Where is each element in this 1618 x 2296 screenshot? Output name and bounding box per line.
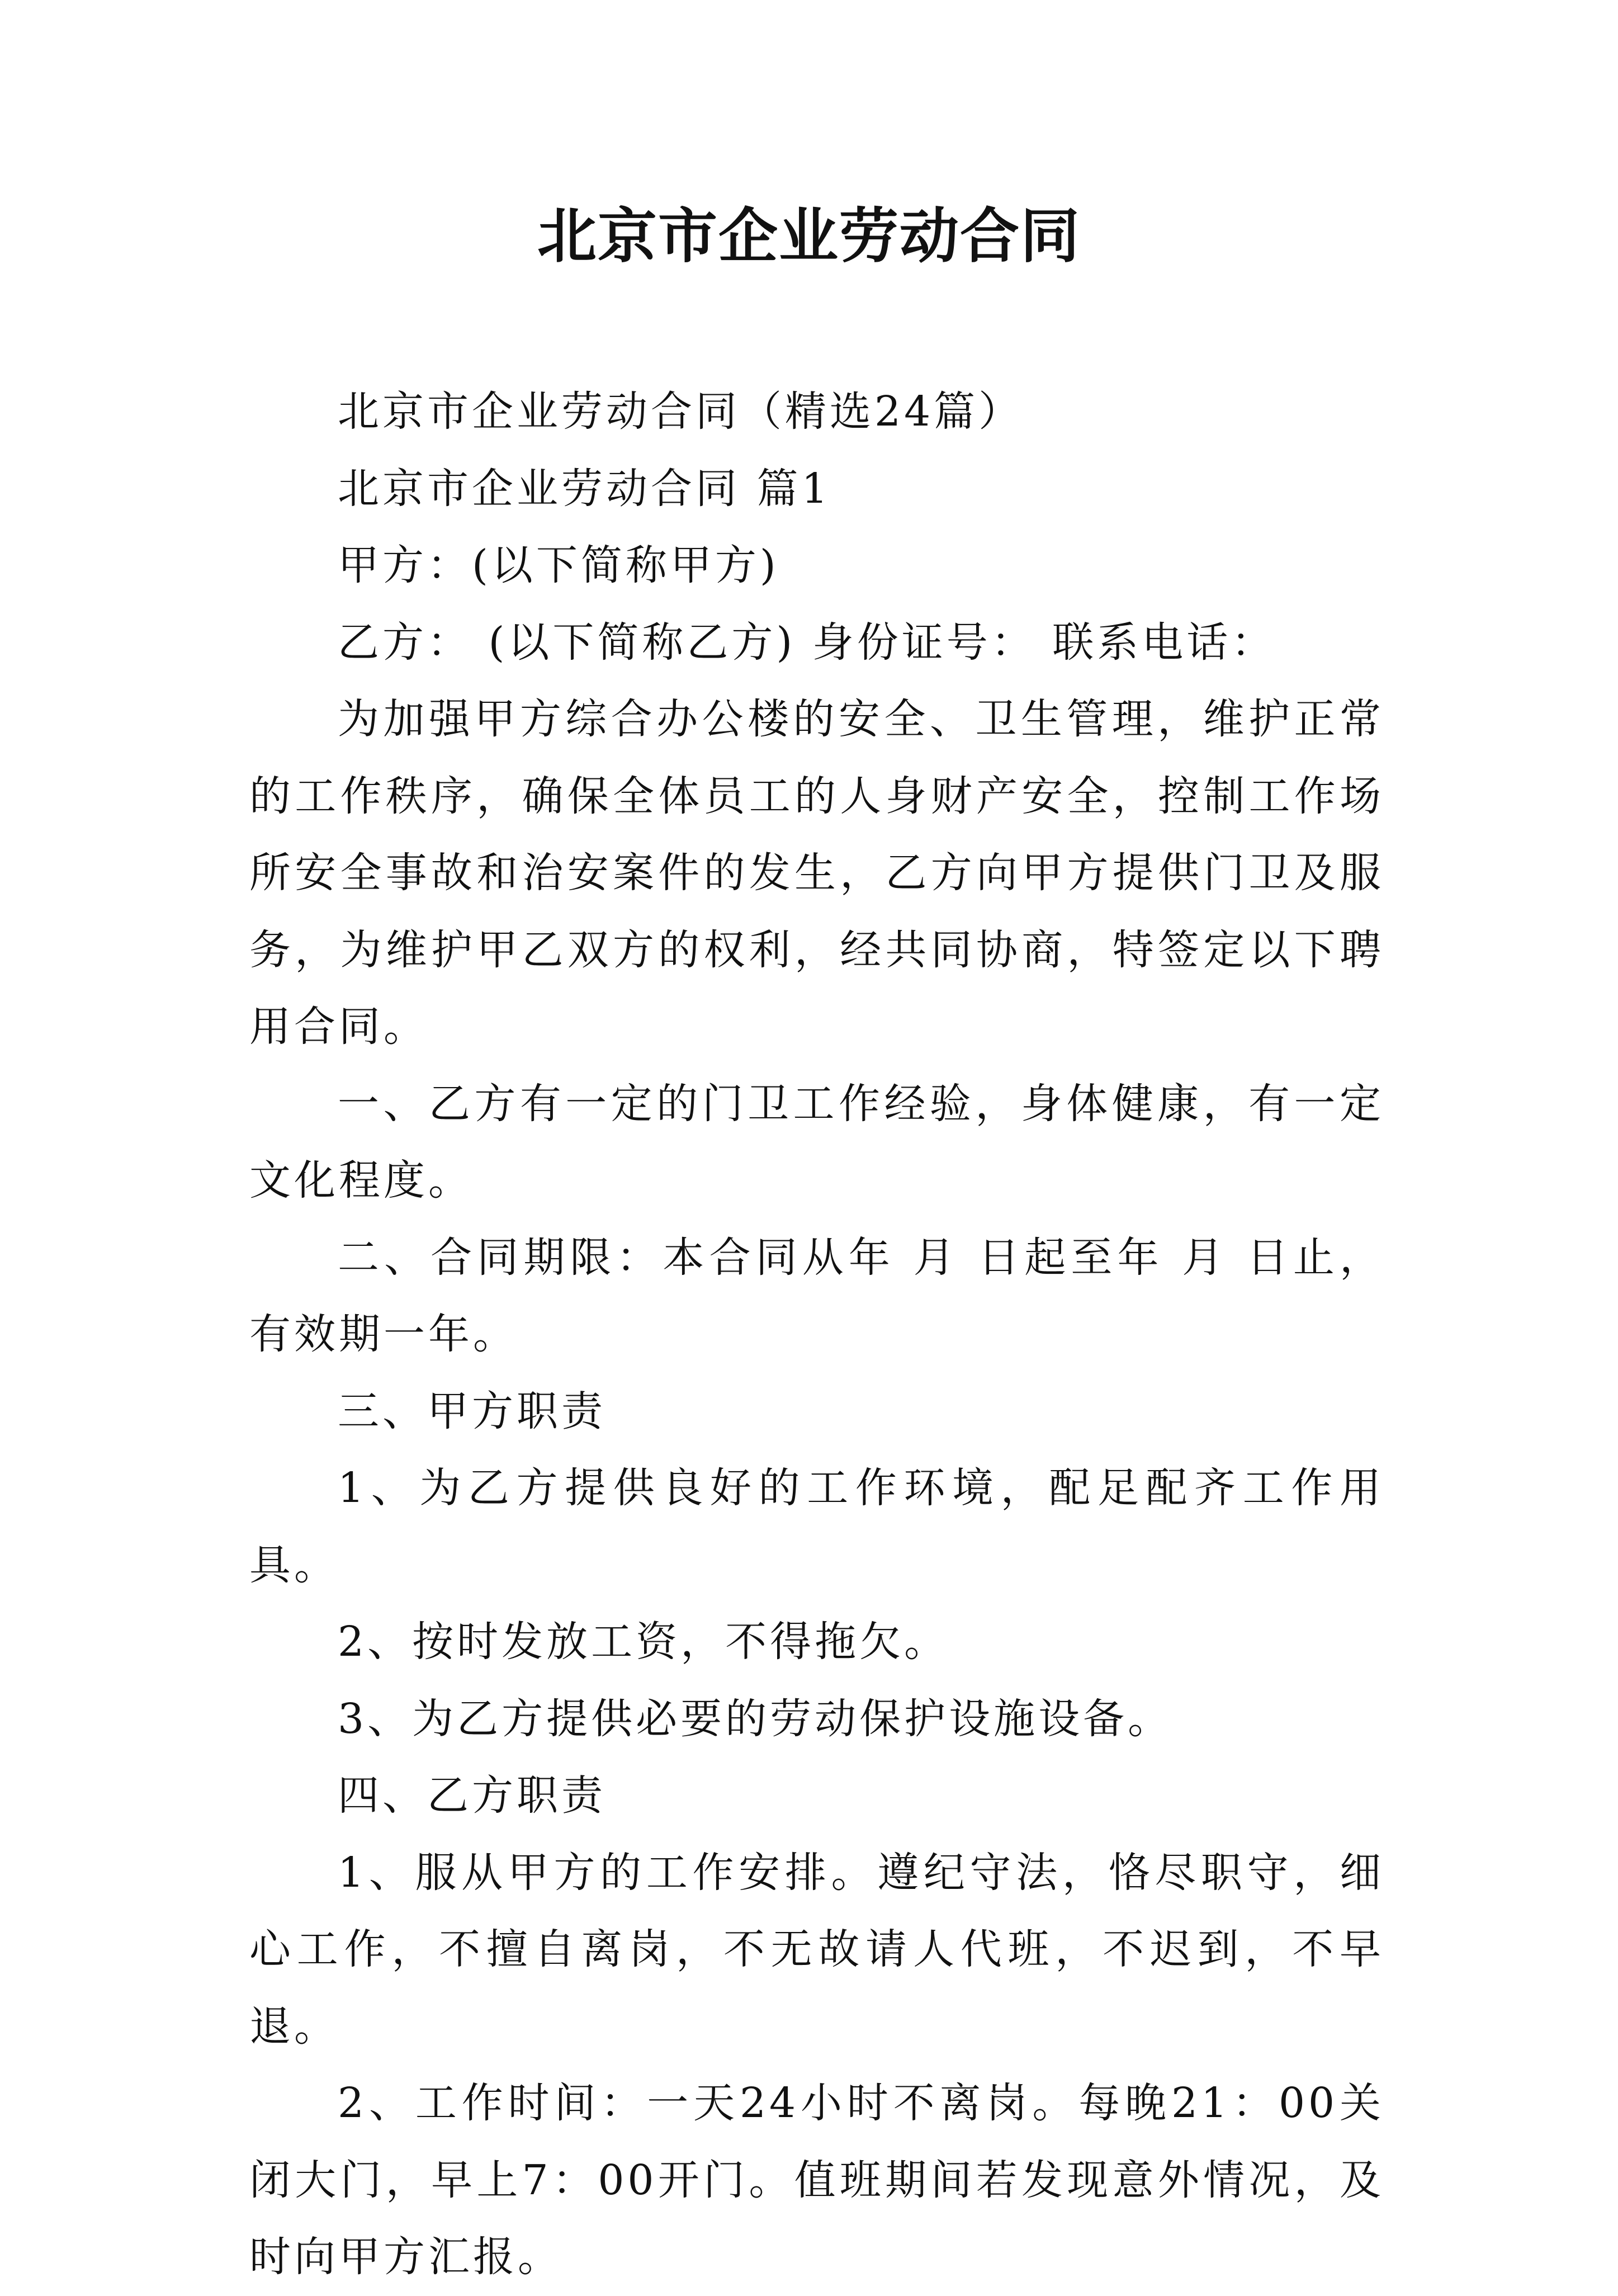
paragraph-party-a: 甲方：(以下简称甲方) — [338, 541, 779, 589]
paragraph-section-heading: 北京市企业劳动合同 篇1 — [338, 464, 831, 513]
paragraph-clause-3-item-2: 2、按时发放工资，不得拖欠。 — [338, 1618, 949, 1666]
paragraph-clause-3-item-1: 1、为乙方提供良好的工作环境，配足配齐工作用具。 — [249, 1464, 1384, 1589]
paragraph-party-b: 乙方： (以下简称乙方) 身份证号： 联系电话： — [338, 618, 1276, 667]
paragraph-clause-4-item-1: 1、服从甲方的工作安排。遵纪守法，恪尽职守，细心工作，不擅自离岗，不无故请人代班，不迟到，不早退。 — [249, 1848, 1384, 2051]
paragraph-clause-3-heading: 三、甲方职责 — [338, 1387, 606, 1435]
document-title: 北京市企业劳动合同 — [537, 201, 1081, 271]
paragraph-clause-3-item-3: 3、为乙方提供必要的劳动保护设施设备。 — [338, 1694, 1173, 1743]
paragraph-subtitle: 北京市企业劳动合同（精选24篇） — [338, 388, 1024, 436]
paragraph-clause-2: 二、合同期限：本合同从年 月 日起至年 月 日止，有效期一年。 — [249, 1233, 1384, 1358]
paragraph-clause-4-heading: 四、乙方职责 — [338, 1771, 606, 1820]
paragraph-clause-1: 一、乙方有一定的门卫工作经验，身体健康，有一定文化程度。 — [249, 1079, 1384, 1204]
paragraph-preamble: 为加强甲方综合办公楼的安全、卫生管理，维护正常的工作秩序，确保全体员工的人身财产安全，控制工作场所安全事故和治安案件的发生，乙方向甲方提供门卫及服务，为维护甲乙双方的权利，经共同协商，特签定以下聘用合同。 — [249, 695, 1384, 1051]
document-body — [249, 374, 1384, 2296]
paragraph-clause-4-item-2: 2、工作时间：一天24小时不离岗。每晚21：00关闭大门，早上7：00开门。值班期间若发现意外情况，及时向甲方汇报。 — [249, 2079, 1384, 2281]
